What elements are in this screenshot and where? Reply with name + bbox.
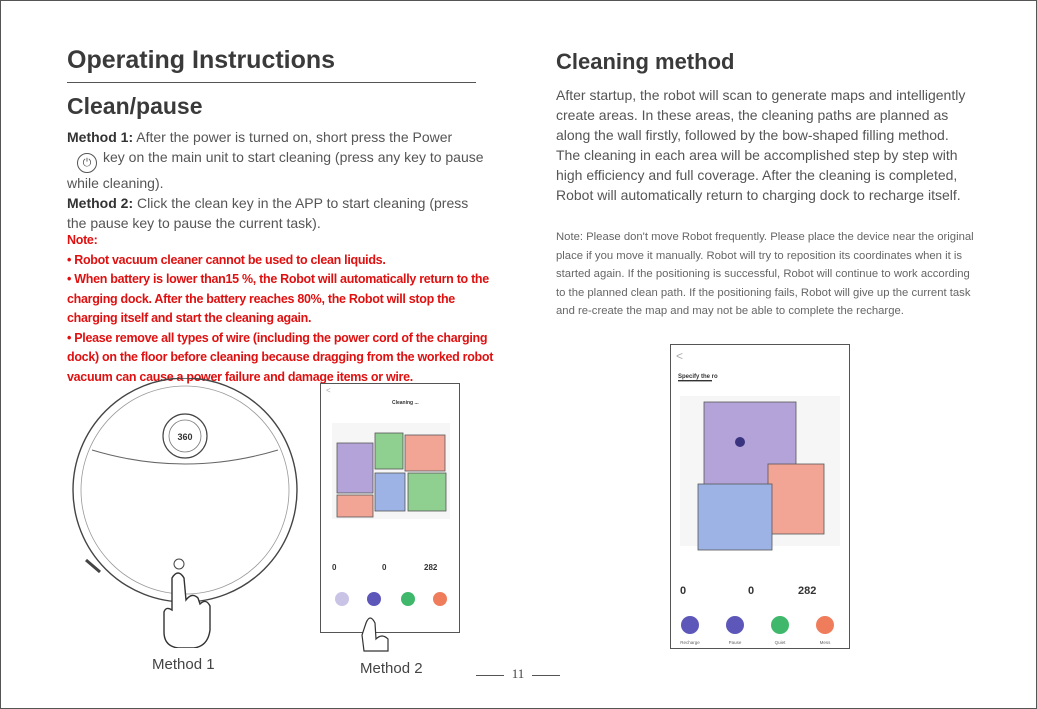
- check-icon: [735, 437, 745, 447]
- map-room: [375, 473, 405, 511]
- tab-specify-room: Specify the ro: [678, 374, 718, 380]
- method1-text-a: After the power is turned on, short press the Power: [136, 129, 453, 145]
- method2-text: Click the clean key in the APP to start cleaning (press the pause key to pause the current task).: [67, 195, 469, 231]
- method1-label: Method 1:: [67, 129, 134, 145]
- note-item: • Robot vacuum cleaner cannot be used to clean liquids.: [67, 252, 386, 267]
- svg-text:<: <: [676, 349, 684, 363]
- title-rule: [67, 82, 476, 83]
- button-label: Quiet: [774, 640, 786, 645]
- note-item: • When battery is lower than15 %, the Robot will automatically return to the charging dock. After the battery reaches 80%, the Robot will stop the charging itself and start the cleaning again.: [67, 272, 489, 325]
- app-button-icon: [433, 592, 447, 606]
- map-room: [405, 435, 445, 471]
- button-label: Pause: [728, 640, 742, 645]
- cleaning-method-paragraph: After startup, the robot will scan to generate maps and intelligently create areas. In these areas, the cleaning paths are planned as along the wall firstly, followed by the bow-shaped filling method. The cleaning in each area will be accomplished step by step with high efficiency and full coverage. After the cleaning is completed, Robot will automatically return to charging dock to recharge itself.: [556, 87, 966, 203]
- mess-icon: [816, 616, 834, 634]
- page-number: 11: [474, 666, 562, 682]
- caption-method-2: Method 2: [360, 660, 423, 677]
- cleaning-method-note: Note: Please don't move Robot frequently. Please place the device near the original place if you move it manually. Robot will try to reposition its coordinates when it is started again. If the positioning is successful, Robot will continue to work according to the planned clean path. If the positioning fails, Robot will give up the current task and re-create the map and may not be able to complete the recharge.: [556, 231, 974, 317]
- stat-value: 282: [798, 585, 817, 597]
- app-button-icon: [401, 592, 415, 606]
- app-button-icon: [367, 592, 381, 606]
- robot-illustration: [60, 378, 310, 648]
- hand-icon: [164, 573, 210, 648]
- section-title-cleaning-method: Cleaning method: [556, 49, 735, 74]
- method1-text-b: key on the main unit to start cleaning (press any key to pause while cleaning).: [67, 149, 484, 191]
- button-label: Recharge: [680, 640, 700, 645]
- button-label: Mess: [819, 640, 831, 645]
- robot-logo: 360: [177, 432, 193, 442]
- app-button-icon: [335, 592, 349, 606]
- map-room: [768, 464, 824, 534]
- map-room: [408, 473, 446, 511]
- stat-value: 282: [424, 563, 438, 572]
- method2-label: Method 2:: [67, 195, 134, 211]
- warning-notes: [67, 231, 497, 387]
- map-room: [337, 495, 373, 517]
- phone-screenshot-large: [670, 344, 850, 650]
- map-room: [698, 484, 772, 550]
- power-icon: ⏻: [77, 153, 97, 173]
- pause-icon: [726, 616, 744, 634]
- map-room: [337, 443, 373, 493]
- recharge-icon: [681, 616, 699, 634]
- svg-text:<: <: [326, 386, 331, 395]
- note-item: • Please remove all types of wire (including the power cord of the charging dock) on the floor before cleaning because dragging from the worked robot vacuum can cause a power failure and damage items or wire.: [67, 330, 494, 384]
- stat-value: 0: [332, 563, 337, 572]
- map-room: [375, 433, 403, 469]
- method-instructions: [67, 127, 487, 233]
- stat-value: 0: [748, 585, 755, 597]
- caption-method-1: Method 1: [152, 656, 215, 673]
- stat-value: 0: [680, 585, 687, 597]
- section-title-clean-pause: Clean/pause: [67, 93, 203, 119]
- page-title: Operating Instructions: [67, 46, 336, 74]
- phone-screenshot-small: [320, 383, 460, 653]
- note-title: Note:: [67, 233, 98, 247]
- tab-cleaning: Cleaning ...: [392, 400, 419, 406]
- stat-value: 0: [382, 563, 387, 572]
- quiet-icon: [771, 616, 789, 634]
